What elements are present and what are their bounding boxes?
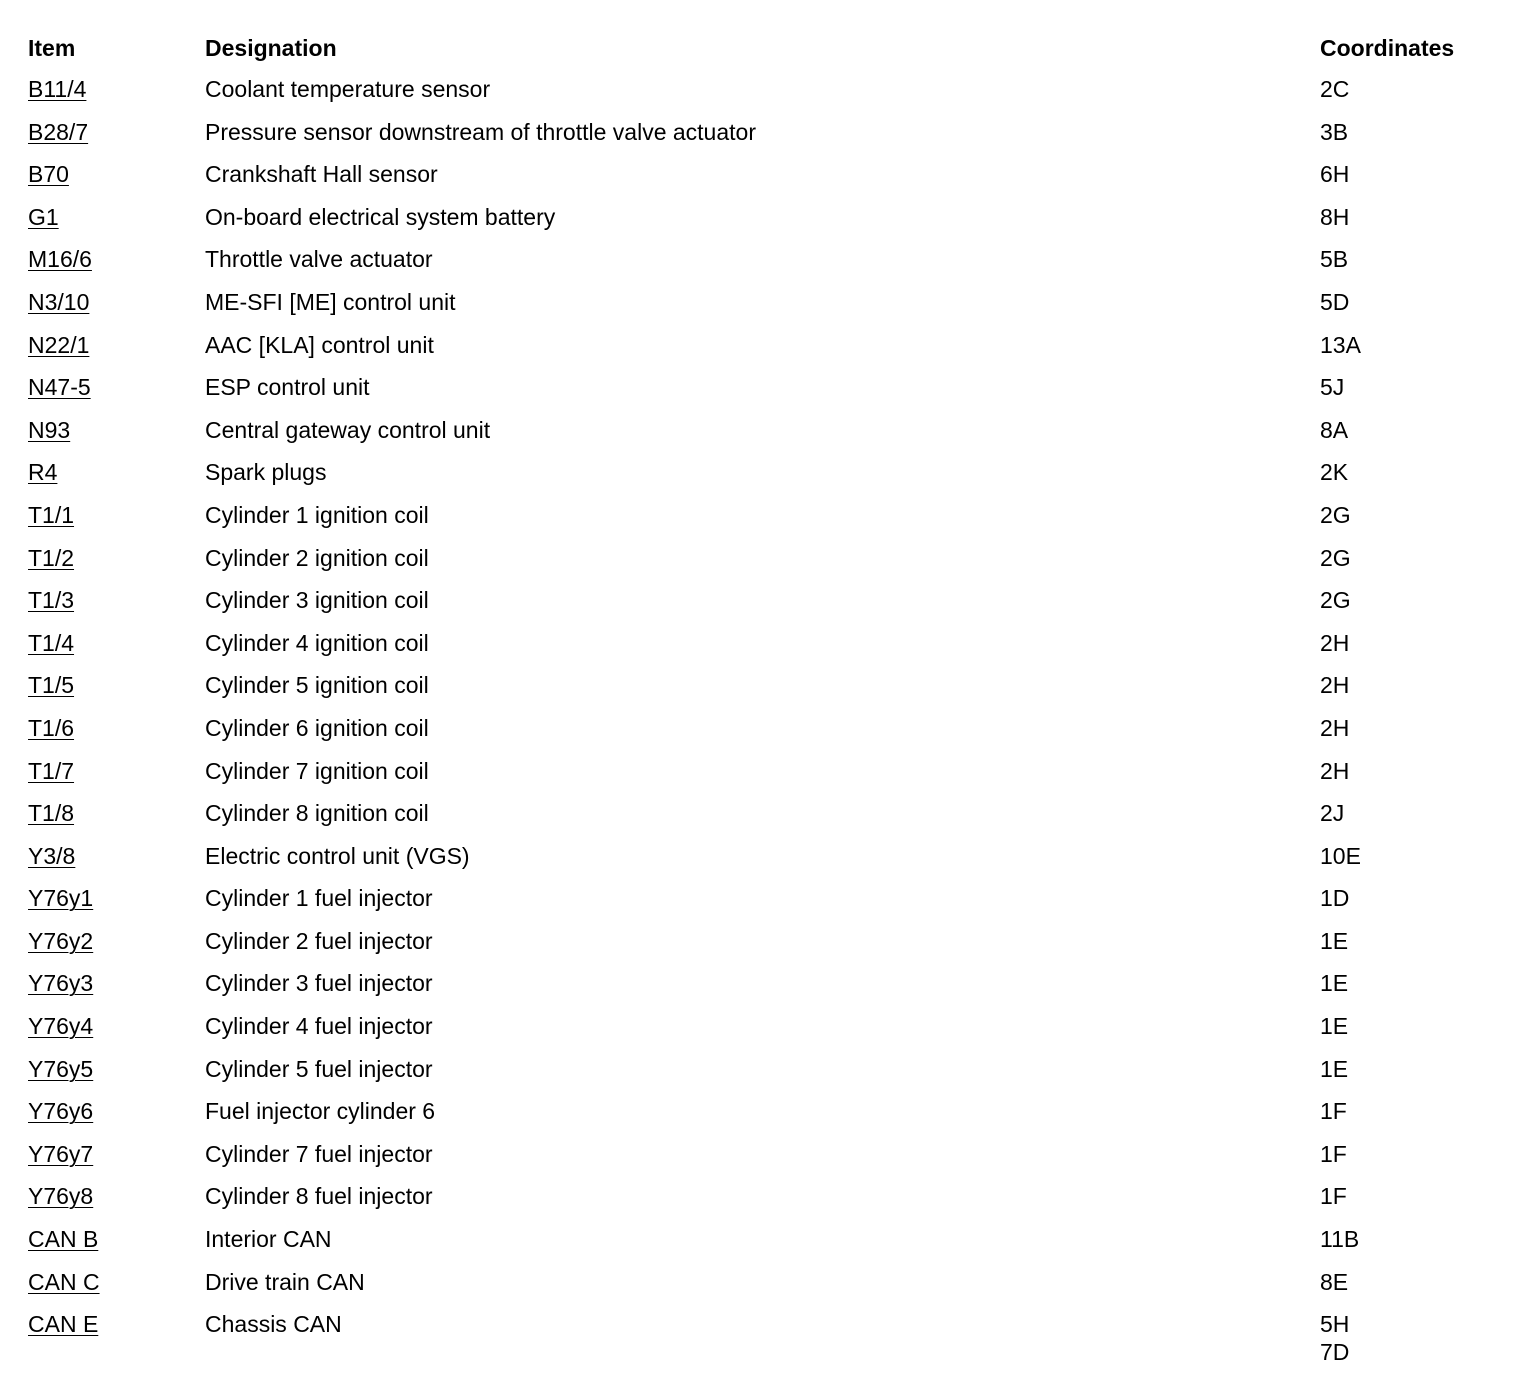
coordinate-value: 2K (1320, 459, 1349, 486)
coordinate-value: 5J (1320, 374, 1345, 401)
designation-cell: Cylinder 5 ignition coil (205, 672, 429, 699)
item-link[interactable]: N47-5 (28, 374, 91, 401)
table-row (28, 579, 1498, 622)
table-row (28, 1218, 1498, 1261)
designation-cell: Cylinder 8 ignition coil (205, 800, 429, 827)
designation-cell: Cylinder 7 ignition coil (205, 757, 429, 784)
item-cell (28, 1310, 205, 1338)
item-link[interactable]: Y76y6 (28, 1098, 94, 1125)
designation-cell: Spark plugs (205, 459, 327, 486)
item-cell (28, 544, 205, 572)
item-link[interactable]: CAN E (28, 1311, 99, 1338)
item-link[interactable]: Y76y1 (28, 885, 94, 912)
item-cell (28, 1140, 205, 1168)
item-link[interactable]: B28/7 (28, 118, 89, 145)
table-row (28, 707, 1498, 750)
item-cell (28, 288, 205, 316)
item-link[interactable]: N22/1 (28, 331, 90, 358)
item-cell (28, 714, 205, 742)
coordinates-cell (1320, 118, 1498, 146)
item-link[interactable]: T1/2 (28, 544, 75, 571)
designation-cell: Crankshaft Hall sensor (205, 161, 438, 188)
designation-cell: ESP control unit (205, 374, 370, 401)
designation-cell: Cylinder 3 fuel injector (205, 970, 433, 997)
coordinate-value: 2H (1320, 714, 1350, 741)
table-row (28, 622, 1498, 665)
item-link[interactable]: T1/4 (28, 629, 75, 656)
item-cell (28, 842, 205, 870)
designation-cell: Electric control unit (VGS) (205, 842, 470, 869)
coordinates-cell (1320, 714, 1498, 742)
coordinates-cell (1320, 1055, 1498, 1083)
item-cell (28, 75, 205, 103)
designation-cell: Coolant temperature sensor (205, 76, 491, 102)
table-row (28, 920, 1498, 963)
designation-cell: Throttle valve actuator (205, 246, 433, 273)
coordinate-value: 2J (1320, 800, 1345, 827)
coordinate-value: 8H (1320, 203, 1350, 230)
item-link[interactable]: Y76y4 (28, 1013, 94, 1040)
item-link[interactable]: T1/6 (28, 714, 75, 741)
coordinate-value: 1F (1320, 1140, 1347, 1167)
item-link[interactable]: CAN C (28, 1268, 100, 1295)
table-body (28, 68, 1498, 1366)
header-coordinates: Coordinates (1320, 35, 1455, 61)
designation-cell: Cylinder 2 ignition coil (205, 544, 429, 571)
coordinate-value: 1E (1320, 1055, 1349, 1082)
item-link[interactable]: CAN B (28, 1226, 99, 1253)
table-row (28, 1005, 1498, 1048)
item-cell (28, 245, 205, 273)
table-row (28, 409, 1498, 452)
coordinate-value: 7D (1320, 1339, 1350, 1366)
coordinates-cell (1320, 416, 1498, 444)
designation-cell: Cylinder 6 ignition coil (205, 714, 429, 741)
designation-cell: ME-SFI [ME] control unit (205, 288, 456, 315)
coordinate-value: 1E (1320, 1013, 1349, 1040)
item-cell (28, 799, 205, 827)
designation-cell: Fuel injector cylinder 6 (205, 1098, 436, 1125)
coordinate-value: 11B (1320, 1226, 1360, 1253)
coordinates-cell (1320, 288, 1498, 316)
coordinates-cell (1320, 1140, 1498, 1168)
designation-cell: Cylinder 7 fuel injector (205, 1140, 433, 1167)
coordinates-cell (1320, 75, 1498, 103)
designation-cell: Interior CAN (205, 1226, 332, 1253)
table-row (28, 1133, 1498, 1176)
coordinates-cell (1320, 1012, 1498, 1040)
item-link[interactable]: R4 (28, 459, 58, 486)
item-cell (28, 586, 205, 614)
table-row (28, 366, 1498, 409)
coordinate-value: 2G (1320, 544, 1351, 571)
item-cell (28, 1182, 205, 1210)
table-row (28, 153, 1498, 196)
item-link[interactable]: Y76y5 (28, 1055, 94, 1082)
coordinates-cell (1320, 884, 1498, 912)
item-link[interactable]: G1 (28, 203, 59, 230)
coordinates-cell (1320, 842, 1498, 870)
coordinate-value: 3B (1320, 118, 1349, 145)
item-cell (28, 373, 205, 401)
coordinates-cell (1320, 160, 1498, 188)
coordinate-value: 2G (1320, 587, 1351, 614)
header-designation: Designation (205, 35, 337, 61)
table-row (28, 1090, 1498, 1133)
table-row (28, 835, 1498, 878)
table-row (28, 111, 1498, 154)
coordinate-value: 5D (1320, 288, 1350, 315)
item-link[interactable]: N3/10 (28, 288, 90, 315)
item-cell (28, 118, 205, 146)
designation-cell: On-board electrical system battery (205, 203, 556, 230)
coordinates-cell (1320, 458, 1498, 486)
table-row (28, 196, 1498, 239)
item-cell (28, 458, 205, 486)
designation-cell: Chassis CAN (205, 1311, 342, 1338)
coordinates-cell (1320, 245, 1498, 273)
item-cell (28, 884, 205, 912)
coordinate-value: 10E (1320, 842, 1361, 869)
coordinates-cell (1320, 1182, 1498, 1210)
coordinates-cell (1320, 969, 1498, 997)
coordinates-cell (1320, 501, 1498, 529)
table-row (28, 1048, 1498, 1091)
designation-cell: Cylinder 4 ignition coil (205, 629, 429, 656)
item-cell (28, 757, 205, 785)
item-cell (28, 1012, 205, 1040)
coordinate-value: 1F (1320, 1098, 1347, 1125)
coordinates-cell (1320, 586, 1498, 614)
coordinates-cell (1320, 544, 1498, 572)
item-cell (28, 1097, 205, 1125)
item-cell (28, 416, 205, 444)
item-cell (28, 969, 205, 997)
item-cell (28, 671, 205, 699)
coordinates-cell (1320, 331, 1498, 359)
coordinate-value: 2C (1320, 76, 1350, 102)
item-link[interactable]: T1/1 (28, 501, 75, 528)
table-row (28, 537, 1498, 580)
coordinate-value: 2G (1320, 501, 1351, 528)
coordinate-value: 1F (1320, 1183, 1347, 1210)
table-row (28, 324, 1498, 367)
coordinate-value: 6H (1320, 161, 1350, 188)
table-row (28, 792, 1498, 835)
designation-cell: Drive train CAN (205, 1268, 365, 1295)
coordinates-cell (1320, 671, 1498, 699)
table-row (28, 962, 1498, 1005)
header-item: Item (28, 35, 76, 61)
coordinates-cell (1320, 799, 1498, 827)
item-link[interactable]: M16/6 (28, 246, 92, 273)
coordinates-cell (1320, 1310, 1498, 1366)
item-link[interactable]: Y76y3 (28, 970, 94, 997)
coordinates-cell (1320, 373, 1498, 401)
coordinate-value: 1E (1320, 970, 1349, 997)
coordinates-cell (1320, 203, 1498, 231)
item-link[interactable]: T1/5 (28, 672, 75, 699)
table-row (28, 281, 1498, 324)
coordinate-value: 8A (1320, 416, 1349, 443)
coordinate-value: 13A (1320, 331, 1361, 358)
item-link[interactable]: N93 (28, 416, 71, 443)
item-cell (28, 629, 205, 657)
coordinates-cell (1320, 927, 1498, 955)
table-row (28, 750, 1498, 793)
table-row (28, 1261, 1498, 1304)
designation-cell: Cylinder 2 fuel injector (205, 927, 433, 954)
coordinate-value: 5H (1320, 1311, 1350, 1338)
item-link[interactable]: Y3/8 (28, 842, 76, 869)
item-link[interactable]: T1/7 (28, 757, 75, 784)
coordinates-cell (1320, 1225, 1498, 1253)
table-row (28, 1303, 1498, 1366)
coordinates-cell (1320, 757, 1498, 785)
coordinate-value: 5B (1320, 246, 1349, 273)
table-header (28, 30, 1498, 68)
designation-cell: Cylinder 8 fuel injector (205, 1183, 433, 1210)
item-cell (28, 501, 205, 529)
item-link[interactable]: Y76y2 (28, 927, 94, 954)
table-row (28, 451, 1498, 494)
coordinate-value: 1E (1320, 927, 1349, 954)
item-link[interactable]: Y76y8 (28, 1183, 94, 1210)
coordinate-value: 2H (1320, 629, 1350, 656)
table-row (28, 877, 1498, 920)
item-cell (28, 203, 205, 231)
table-row (28, 494, 1498, 537)
designation-cell: Central gateway control unit (205, 416, 491, 443)
coordinate-value: 2H (1320, 757, 1350, 784)
designation-cell: Cylinder 1 fuel injector (205, 885, 433, 912)
designation-cell: Cylinder 5 fuel injector (205, 1055, 433, 1082)
table-row (28, 238, 1498, 281)
item-link[interactable]: T1/8 (28, 800, 75, 827)
coordinate-value: 2H (1320, 672, 1350, 699)
designation-cell: Cylinder 1 ignition coil (205, 501, 429, 528)
item-cell (28, 1225, 205, 1253)
designation-cell: AAC [KLA] control unit (205, 331, 434, 358)
item-cell (28, 1268, 205, 1296)
designation-cell: Cylinder 4 fuel injector (205, 1013, 433, 1040)
item-cell (28, 160, 205, 188)
item-cell (28, 927, 205, 955)
item-link[interactable]: B11/4 (28, 76, 87, 102)
coordinates-cell (1320, 1268, 1498, 1296)
table-row (28, 1175, 1498, 1218)
designation-cell: Cylinder 3 ignition coil (205, 587, 429, 614)
item-link[interactable]: B70 (28, 161, 69, 188)
coordinate-value: 8E (1320, 1268, 1349, 1295)
designation-cell: Pressure sensor downstream of throttle valve actuator (205, 118, 756, 145)
coordinates-cell (1320, 1097, 1498, 1125)
component-legend-table (28, 30, 1498, 1366)
table-row (28, 68, 1498, 111)
item-link[interactable]: Y76y7 (28, 1140, 94, 1167)
item-cell (28, 331, 205, 359)
coordinate-value: 1D (1320, 885, 1350, 912)
item-link[interactable]: T1/3 (28, 587, 75, 614)
coordinates-cell (1320, 629, 1498, 657)
table-row (28, 664, 1498, 707)
item-cell (28, 1055, 205, 1083)
